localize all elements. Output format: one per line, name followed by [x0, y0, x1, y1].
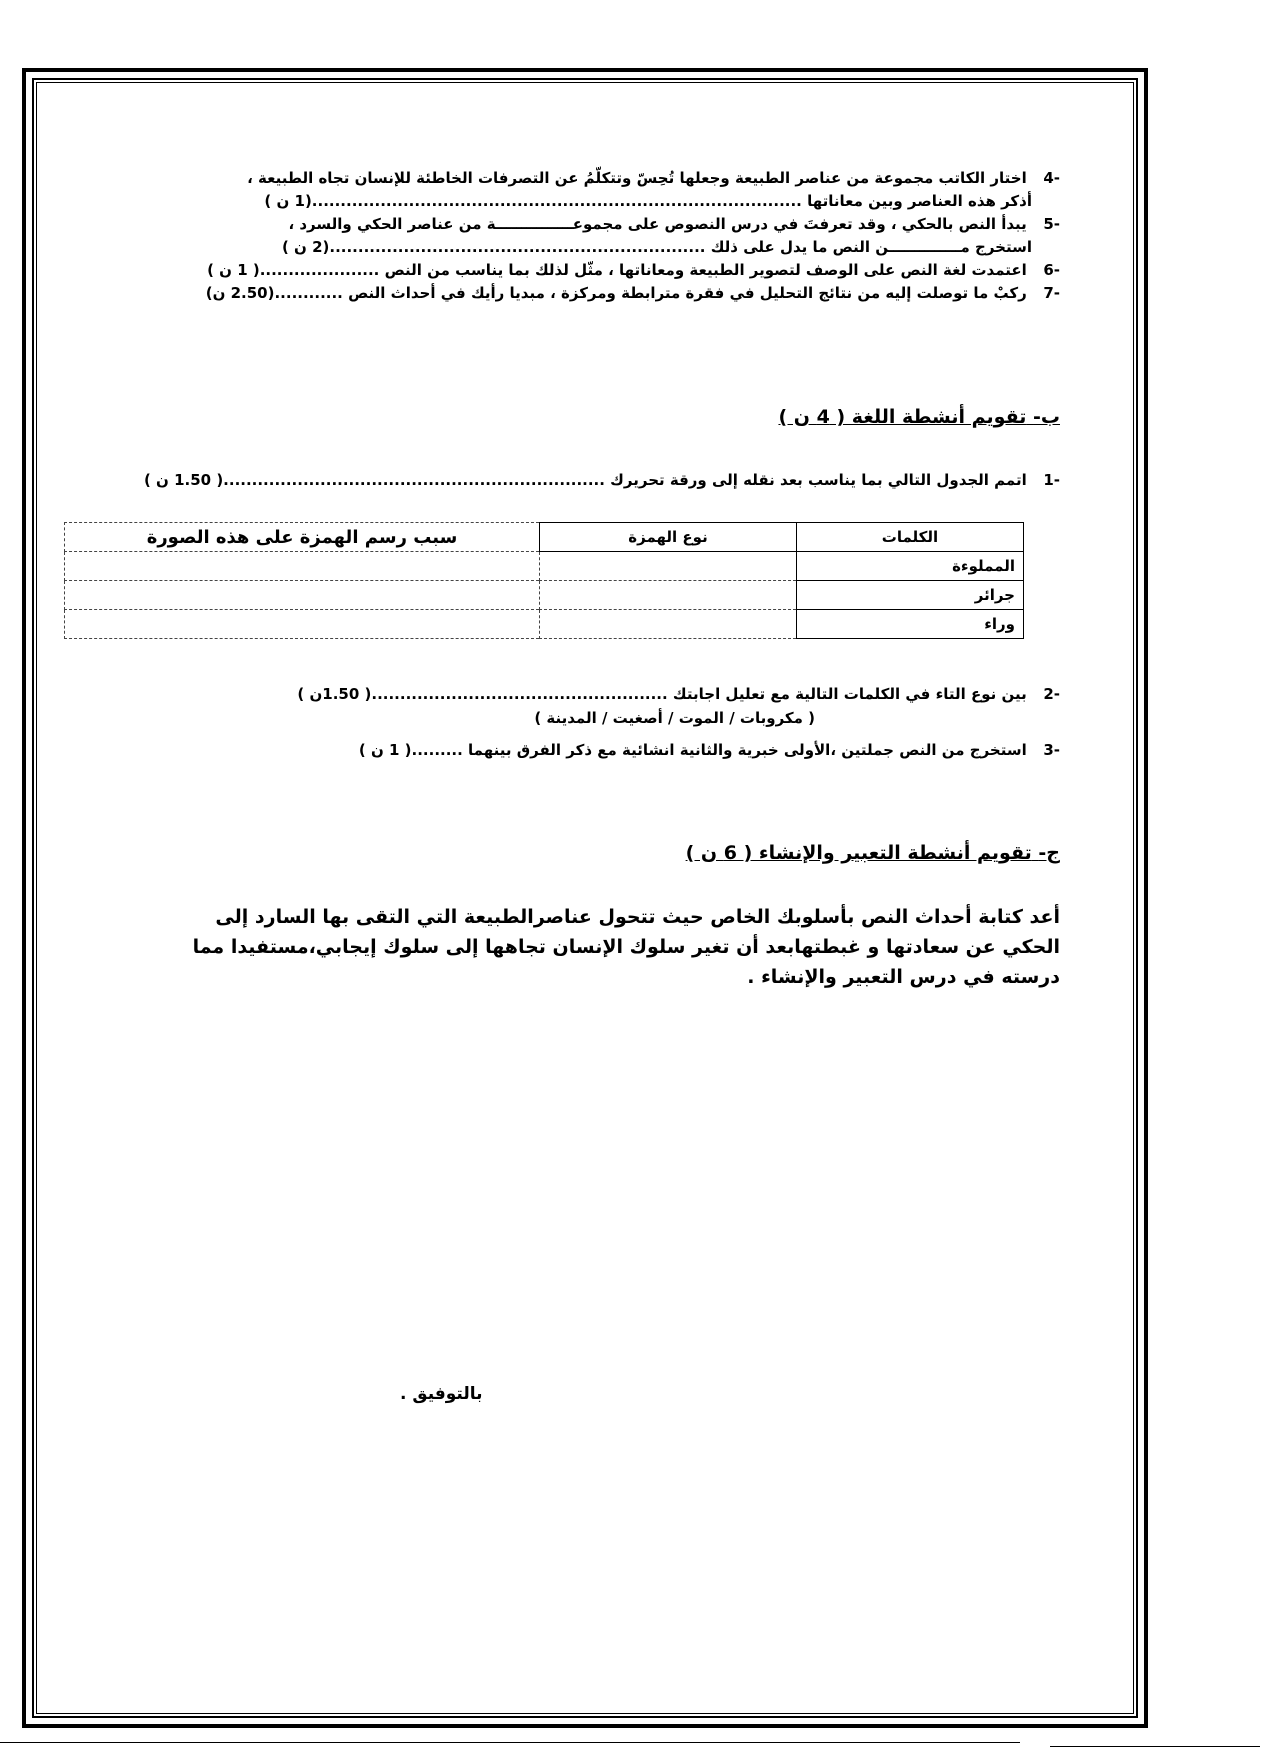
question-5-line2: استخرج مــــــــــــــن النص ما يدل على ذلك ..................................................................(2 ن ) — [281, 238, 1032, 256]
header-reason: سبب رسم الهمزة على هذه الصورة — [65, 523, 540, 552]
table-cell-type — [540, 610, 797, 639]
section-b-prefix: ب- — [1033, 406, 1060, 428]
table-cell-reason — [65, 610, 540, 639]
page-border-inner-thin — [36, 82, 1134, 1714]
section-b-heading — [778, 406, 1060, 428]
question-4-line2: أذكر هذه العناصر وبين معاناتها ......................................................................................(1 ن ) — [264, 192, 1032, 210]
question-5 — [288, 214, 1060, 234]
table-cell-reason — [65, 581, 540, 610]
lang-question-2-number: -2 — [1043, 685, 1060, 703]
section-b-title: تقويم أنشطة اللغة ( 4 ن ) — [778, 406, 1027, 428]
lang-question-3-text: استخرج من النص جملتين ،الأولى خبرية والثانية انشائية مع ذكر الفرق بينهما .........( 1 ن ) — [358, 741, 1027, 759]
question-7-line1: ركبْ ما توصلت إليه من نتائج التحليل في فقرة مترابطة ومركزة ، مبديا رأيك في أحداث النص ............(2.50 ن) — [205, 284, 1027, 302]
lang-question-3 — [359, 740, 1060, 760]
table-cell-type — [540, 581, 797, 610]
question-6-number: -6 — [1043, 261, 1060, 279]
table-row — [65, 552, 1024, 581]
lang-question-1-text: اتمم الجدول التالي بما يناسب بعد نقله إلى ورقة تحريرك ...................................................................( 1.50 ن ) — [143, 471, 1027, 489]
question-7-number: -7 — [1043, 284, 1060, 302]
table-row — [65, 581, 1024, 610]
section-c-heading — [686, 842, 1060, 864]
header-words: الكلمات — [797, 523, 1024, 552]
table-cell-type — [540, 552, 797, 581]
table-cell-word: جرائر — [797, 581, 1024, 610]
scan-edge-line — [1050, 1746, 1260, 1747]
question-6-line1: اعتمدت لغة النص على الوصف لتصوير الطبيعة ومعاناتها ، مثّل لذلك بما يناسب من النص .....................( 1 ن ) — [207, 261, 1027, 279]
lang-question-1 — [144, 470, 1060, 490]
closing-wish: بالتوفيق . — [400, 1384, 483, 1404]
hamza-table — [64, 522, 1024, 639]
lang-question-2-words: ( مكروبات / الموت / أصغيت / المدينة ) — [534, 709, 815, 727]
lang-question-2-line1: بين نوع التاء في الكلمات التالية مع تعليل اجابتك ....................................................( 1.50ن ) — [297, 685, 1027, 703]
section-c-prefix: ج- — [1038, 842, 1060, 864]
question-7 — [206, 283, 1060, 303]
question-5-line1: يبدأ النص بالحكي ، وقد تعرفتَ في درس النصوص على مجموعـــــــــــــــة من عناصر الحكي والسرد ، — [288, 215, 1027, 233]
table-row — [65, 610, 1024, 639]
table-cell-word: المملوءة — [797, 552, 1024, 581]
table-cell-reason — [65, 552, 540, 581]
writing-prompt: أعد كتابة أحداث النص بأسلوبك الخاص حيث تتحول عناصرالطبيعة التي التقى بها السارد إلى الحكي عن سعادتها و غبطتهابعد أن تغير سلوك الإنسان تجاهها إلى سلوك إيجابي،مستفيدا مما درسته في درس التعبير والإنشاء . — [192, 906, 1060, 988]
question-5-number: -5 — [1043, 215, 1060, 233]
lang-question-3-number: -3 — [1043, 741, 1060, 759]
question-4-number: -4 — [1043, 169, 1060, 187]
scan-edge-line — [0, 1742, 1020, 1743]
question-4 — [247, 168, 1060, 188]
section-c-title: تقويم أنشطة التعبير والإنشاء ( 6 ن ) — [685, 842, 1032, 864]
table-header-row — [65, 523, 1024, 552]
lang-question-1-number: -1 — [1043, 471, 1060, 489]
table-cell-word: وراء — [797, 610, 1024, 639]
question-4-line1: اختار الكاتب مجموعة من عناصر الطبيعة وجعلها تُحِسّ وتتكلّمُ عن التصرفات الخاطئة للإنسان تجاه الطبيعة ، — [247, 169, 1027, 187]
question-6 — [207, 260, 1060, 280]
header-hamza-type: نوع الهمزة — [540, 523, 797, 552]
lang-question-2 — [297, 684, 1060, 704]
